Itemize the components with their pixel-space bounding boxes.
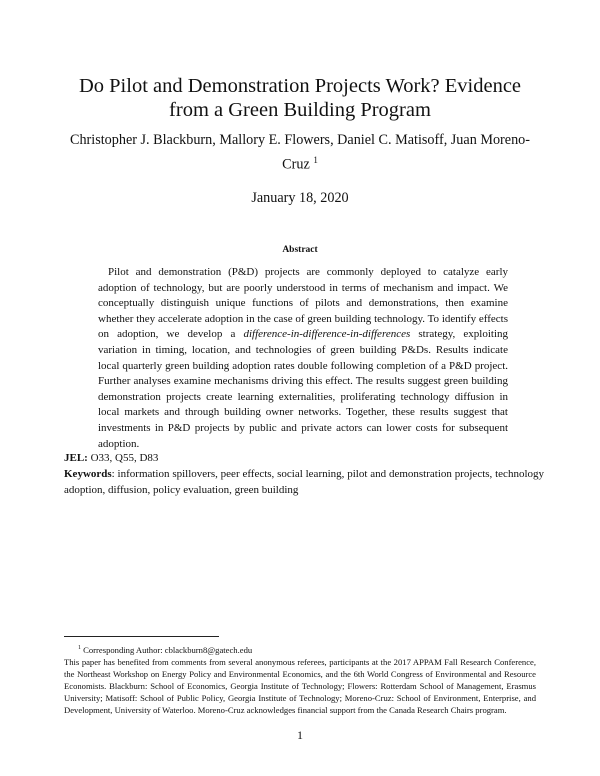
keywords-line — [64, 467, 544, 498]
keywords-label: Keywords — [64, 468, 112, 480]
publication-date: January 18, 2020 — [251, 190, 349, 206]
page-number: 1 — [297, 728, 303, 742]
abstract-text-part-1: Pilot and demonstration (P&D) projects are commonly deployed to catalyze early adoption of technology, but are poorly understood in terms of mechanism and impact. We conceptually distinguish unique functions of pilots and demonstrations, then examine whether they accelerate adoption in the case of green building technology. To identify effects on adoption, we develop a — [98, 266, 508, 341]
abstract-method-term: difference-in-difference-in-differences — [243, 328, 411, 341]
footnote-mark: 1 — [78, 645, 81, 651]
paper-title: Do Pilot and Demonstration Projects Work? Evidence from a Green Building Program — [78, 75, 522, 121]
footnote-divider — [64, 636, 219, 637]
author-names: Christopher J. Blackburn, Mallory E. Flowers, Daniel C. Matisoff, Juan Moreno-Cruz — [70, 132, 530, 173]
abstract-text — [98, 265, 508, 452]
author-footnote-mark: 1 — [313, 155, 318, 165]
author-list — [60, 130, 540, 175]
corresponding-author-text: Corresponding Author: cblackburn8@gatech.edu — [83, 644, 253, 655]
acknowledgments-footnote: This paper has benefited from comments from several anonymous referees, participants at the 2017 APPAM Fall Research Conference, the Northeast Workshop on Energy Policy and Environmental Economics, and the 6th World Congress of Environmental and Resource Economists. Blackburn: School of Economics, Georgia Institute of Technology; Flowers: Rotterdam School of Management, Erasmus University; Matisoff: School of Public Policy, Georgia Institute of Technology; Moreno-Cruz: School of Environment, Enterprise, and Development, University of Waterloo. Moreno-Cruz acknowledges financial support from the Canada Research Chairs program. — [64, 657, 536, 715]
keywords-text: : information spillovers, peer effects, social learning, pilot and demonstration projects, technology adoption, diffusion, policy evaluation, green building — [64, 468, 544, 496]
jel-codes-line — [64, 451, 544, 466]
abstract-heading: Abstract — [282, 245, 318, 255]
jel-label: JEL: — [64, 452, 88, 464]
corresponding-author-footnote — [78, 642, 252, 656]
abstract-text-part-2: strategy, exploiting variation in timing, location, and technologies of green building P&Ds. Results indicate local quarterly green building adoption rates double following completion of a P&D project. Further analyses examine mechanisms driving this effect. The results suggest green building demonstration projects create learning externalities, proliferating technology diffusion in local markets and through building owner networks. Together, these results suggest that investments in P&D projects by public and private actors can lower costs for subsequent adoption. — [98, 328, 508, 450]
jel-codes: O33, Q55, D83 — [90, 452, 159, 464]
